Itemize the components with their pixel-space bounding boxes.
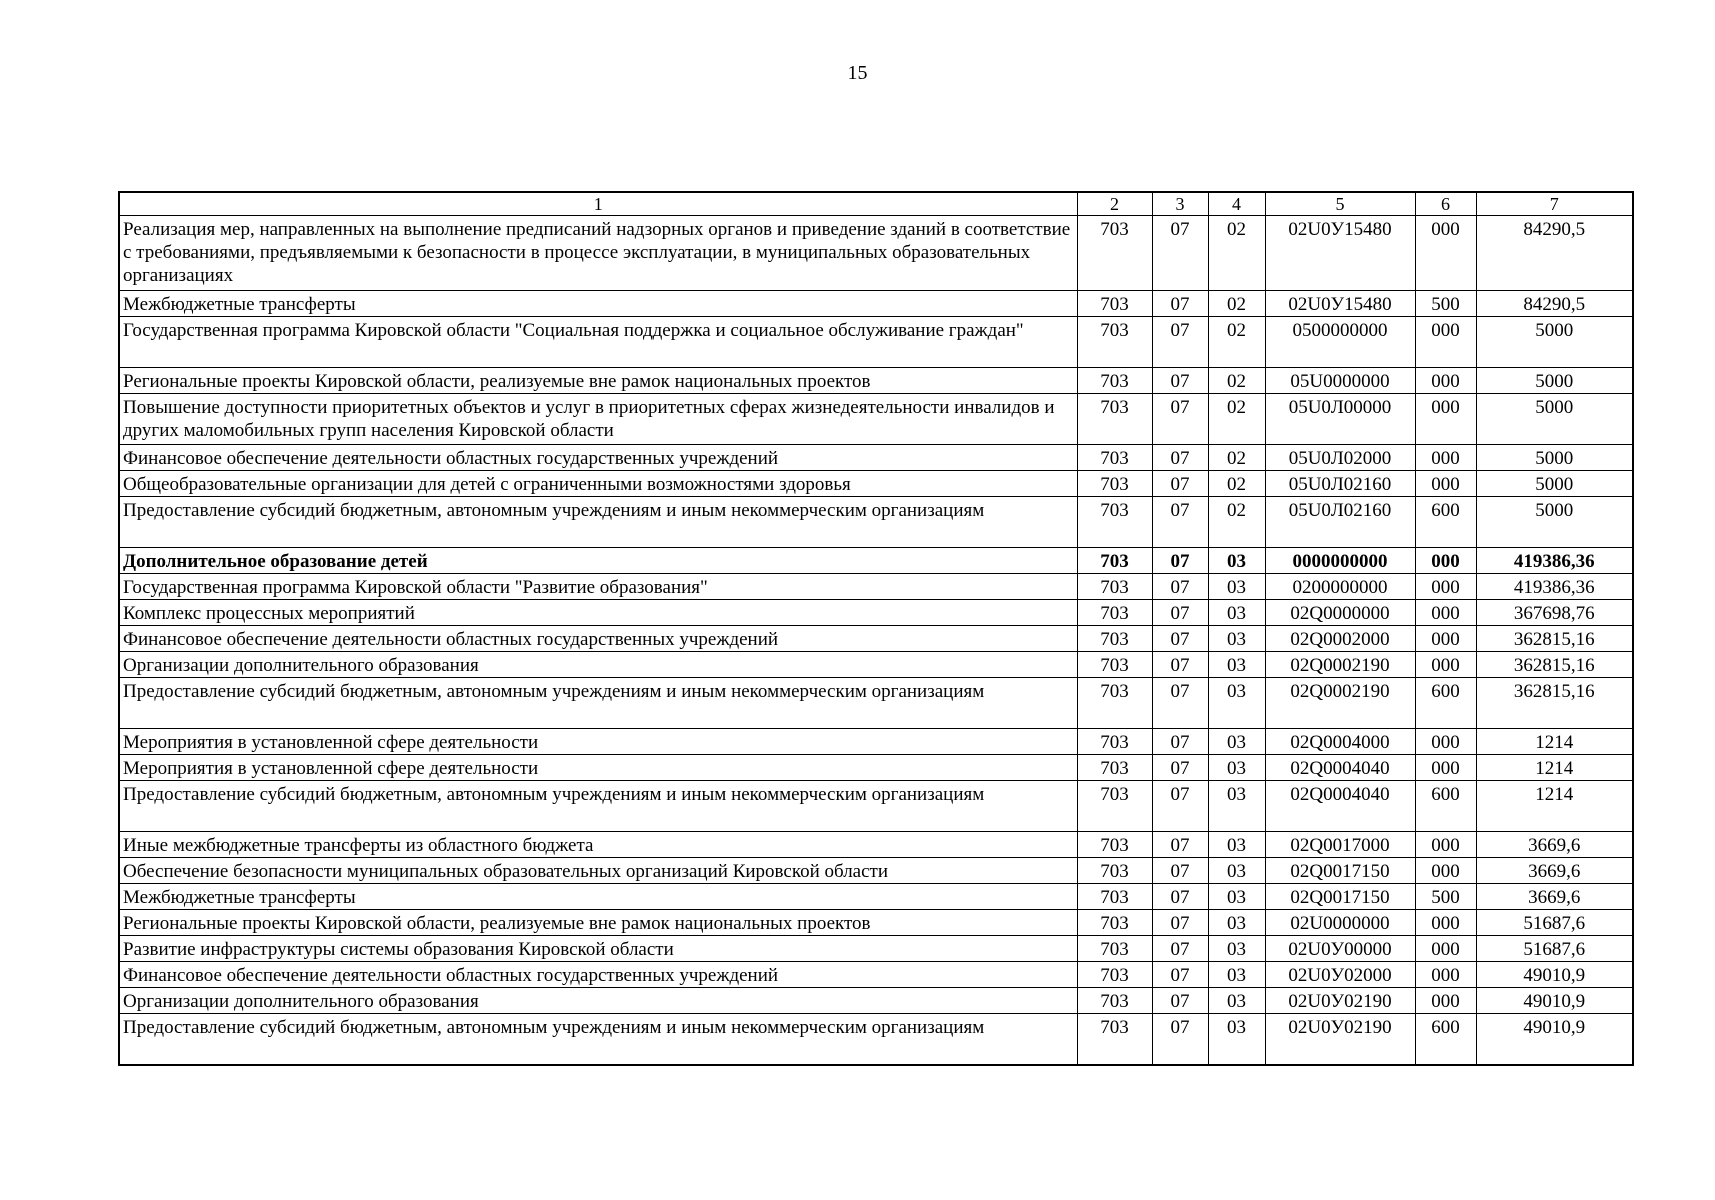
row-subsection-cell: 03 <box>1208 1014 1265 1066</box>
row-target-cell: 02U0У15480 <box>1265 216 1415 291</box>
row-subsection-cell: 03 <box>1208 910 1265 936</box>
row-section-cell: 07 <box>1152 910 1208 936</box>
row-amount-cell: 1214 <box>1476 755 1633 781</box>
table-row <box>119 317 1633 368</box>
row-amount-cell: 419386,36 <box>1476 574 1633 600</box>
table-row <box>119 884 1633 910</box>
row-subsection-cell: 03 <box>1208 884 1265 910</box>
row-name-cell: Межбюджетные трансферты <box>119 291 1077 317</box>
row-target-cell: 02U0У00000 <box>1265 936 1415 962</box>
column-header-4: 4 <box>1208 192 1265 216</box>
row-amount-cell: 419386,36 <box>1476 548 1633 574</box>
row-amount-cell: 3669,6 <box>1476 884 1633 910</box>
row-type-cell: 600 <box>1415 781 1476 832</box>
row-name-cell: Комплекс процессных мероприятий <box>119 600 1077 626</box>
row-subsection-cell: 02 <box>1208 291 1265 317</box>
row-code-cell: 703 <box>1077 858 1152 884</box>
row-type-cell: 000 <box>1415 368 1476 394</box>
row-code-cell: 703 <box>1077 600 1152 626</box>
row-amount-cell: 84290,5 <box>1476 291 1633 317</box>
row-subsection-cell: 03 <box>1208 858 1265 884</box>
row-code-cell: 703 <box>1077 652 1152 678</box>
row-code-cell: 703 <box>1077 497 1152 548</box>
row-subsection-cell: 02 <box>1208 216 1265 291</box>
row-subsection-cell: 03 <box>1208 936 1265 962</box>
row-target-cell: 05U0000000 <box>1265 368 1415 394</box>
row-code-cell: 703 <box>1077 548 1152 574</box>
row-amount-cell: 5000 <box>1476 497 1633 548</box>
row-target-cell: 02U0У15480 <box>1265 291 1415 317</box>
row-code-cell: 703 <box>1077 988 1152 1014</box>
row-amount-cell: 362815,16 <box>1476 626 1633 652</box>
row-section-cell: 07 <box>1152 600 1208 626</box>
row-subsection-cell: 03 <box>1208 626 1265 652</box>
row-amount-cell: 51687,6 <box>1476 910 1633 936</box>
row-subsection-cell: 03 <box>1208 832 1265 858</box>
row-type-cell: 600 <box>1415 497 1476 548</box>
table-row <box>119 574 1633 600</box>
row-type-cell: 500 <box>1415 291 1476 317</box>
row-type-cell: 500 <box>1415 884 1476 910</box>
row-section-cell: 07 <box>1152 445 1208 471</box>
row-code-cell: 703 <box>1077 884 1152 910</box>
row-code-cell: 703 <box>1077 832 1152 858</box>
row-amount-cell: 1214 <box>1476 781 1633 832</box>
row-type-cell: 000 <box>1415 317 1476 368</box>
row-target-cell: 0200000000 <box>1265 574 1415 600</box>
row-type-cell: 000 <box>1415 988 1476 1014</box>
row-amount-cell: 49010,9 <box>1476 962 1633 988</box>
table-row <box>119 216 1633 291</box>
table-row <box>119 729 1633 755</box>
row-name-cell: Финансовое обеспечение деятельности областных государственных учреждений <box>119 445 1077 471</box>
row-name-cell: Мероприятия в установленной сфере деятельности <box>119 755 1077 781</box>
row-target-cell: 05U0Л02000 <box>1265 445 1415 471</box>
row-type-cell: 000 <box>1415 548 1476 574</box>
row-section-cell: 07 <box>1152 988 1208 1014</box>
table-row <box>119 652 1633 678</box>
row-target-cell: 02Q0004040 <box>1265 781 1415 832</box>
row-subsection-cell: 03 <box>1208 755 1265 781</box>
row-subsection-cell: 03 <box>1208 574 1265 600</box>
row-type-cell: 000 <box>1415 858 1476 884</box>
row-name-cell: Государственная программа Кировской области "Социальная поддержка и социальное обслуживание граждан" <box>119 317 1077 368</box>
row-name-cell: Организации дополнительного образования <box>119 988 1077 1014</box>
row-section-cell: 07 <box>1152 781 1208 832</box>
row-target-cell: 02Q0017150 <box>1265 858 1415 884</box>
row-name-cell: Предоставление субсидий бюджетным, автономным учреждениям и иным некоммерческим организациям <box>119 678 1077 729</box>
row-target-cell: 02Q0017000 <box>1265 832 1415 858</box>
row-section-cell: 07 <box>1152 291 1208 317</box>
row-section-cell: 07 <box>1152 368 1208 394</box>
row-subsection-cell: 03 <box>1208 652 1265 678</box>
table-row <box>119 755 1633 781</box>
row-code-cell: 703 <box>1077 471 1152 497</box>
row-name-cell: Региональные проекты Кировской области, реализуемые вне рамок национальных проектов <box>119 910 1077 936</box>
row-section-cell: 07 <box>1152 626 1208 652</box>
row-section-cell: 07 <box>1152 755 1208 781</box>
row-section-cell: 07 <box>1152 858 1208 884</box>
row-code-cell: 703 <box>1077 781 1152 832</box>
row-section-cell: 07 <box>1152 652 1208 678</box>
row-type-cell: 000 <box>1415 471 1476 497</box>
row-code-cell: 703 <box>1077 910 1152 936</box>
row-amount-cell: 5000 <box>1476 445 1633 471</box>
row-amount-cell: 362815,16 <box>1476 678 1633 729</box>
row-name-cell: Иные межбюджетные трансферты из областного бюджета <box>119 832 1077 858</box>
row-subsection-cell: 03 <box>1208 548 1265 574</box>
row-subsection-cell: 02 <box>1208 497 1265 548</box>
table-row <box>119 368 1633 394</box>
row-code-cell: 703 <box>1077 394 1152 445</box>
row-type-cell: 000 <box>1415 962 1476 988</box>
row-target-cell: 05U0Л02160 <box>1265 497 1415 548</box>
row-name-cell: Дополнительное образование детей <box>119 548 1077 574</box>
row-section-cell: 07 <box>1152 884 1208 910</box>
row-code-cell: 703 <box>1077 729 1152 755</box>
table-row-section-heading <box>119 548 1633 574</box>
row-code-cell: 703 <box>1077 962 1152 988</box>
row-target-cell: 02Q0000000 <box>1265 600 1415 626</box>
row-type-cell: 000 <box>1415 626 1476 652</box>
row-type-cell: 000 <box>1415 600 1476 626</box>
row-amount-cell: 1214 <box>1476 729 1633 755</box>
table-row <box>119 445 1633 471</box>
row-target-cell: 0500000000 <box>1265 317 1415 368</box>
row-code-cell: 703 <box>1077 445 1152 471</box>
row-type-cell: 000 <box>1415 755 1476 781</box>
table-row <box>119 497 1633 548</box>
row-name-cell: Общеобразовательные организации для детей с ограниченными возможностями здоровья <box>119 471 1077 497</box>
row-subsection-cell: 03 <box>1208 678 1265 729</box>
row-subsection-cell: 02 <box>1208 445 1265 471</box>
row-type-cell: 000 <box>1415 936 1476 962</box>
row-type-cell: 000 <box>1415 652 1476 678</box>
row-section-cell: 07 <box>1152 497 1208 548</box>
row-section-cell: 07 <box>1152 678 1208 729</box>
row-type-cell: 000 <box>1415 394 1476 445</box>
row-amount-cell: 5000 <box>1476 317 1633 368</box>
row-amount-cell: 3669,6 <box>1476 858 1633 884</box>
row-code-cell: 703 <box>1077 678 1152 729</box>
row-amount-cell: 5000 <box>1476 394 1633 445</box>
row-code-cell: 703 <box>1077 936 1152 962</box>
table-row <box>119 471 1633 497</box>
row-name-cell: Обеспечение безопасности муниципальных образовательных организаций Кировской области <box>119 858 1077 884</box>
column-header-5: 5 <box>1265 192 1415 216</box>
row-subsection-cell: 03 <box>1208 729 1265 755</box>
row-subsection-cell: 03 <box>1208 988 1265 1014</box>
row-subsection-cell: 03 <box>1208 781 1265 832</box>
row-section-cell: 07 <box>1152 548 1208 574</box>
row-name-cell: Финансовое обеспечение деятельности областных государственных учреждений <box>119 626 1077 652</box>
row-code-cell: 703 <box>1077 1014 1152 1066</box>
table-row <box>119 394 1633 445</box>
row-type-cell: 000 <box>1415 832 1476 858</box>
row-name-cell: Региональные проекты Кировской области, реализуемые вне рамок национальных проектов <box>119 368 1077 394</box>
row-amount-cell: 362815,16 <box>1476 652 1633 678</box>
row-section-cell: 07 <box>1152 962 1208 988</box>
row-code-cell: 703 <box>1077 755 1152 781</box>
row-section-cell: 07 <box>1152 216 1208 291</box>
row-name-cell: Развитие инфраструктуры системы образования Кировской области <box>119 936 1077 962</box>
column-header-6: 6 <box>1415 192 1476 216</box>
row-code-cell: 703 <box>1077 574 1152 600</box>
row-target-cell: 02Q0004000 <box>1265 729 1415 755</box>
row-subsection-cell: 02 <box>1208 394 1265 445</box>
table-row <box>119 600 1633 626</box>
row-target-cell: 02U0У02190 <box>1265 988 1415 1014</box>
table-row <box>119 858 1633 884</box>
row-target-cell: 02U0У02190 <box>1265 1014 1415 1066</box>
table-row <box>119 832 1633 858</box>
row-target-cell: 02Q0002000 <box>1265 626 1415 652</box>
row-type-cell: 600 <box>1415 678 1476 729</box>
row-section-cell: 07 <box>1152 574 1208 600</box>
row-section-cell: 07 <box>1152 394 1208 445</box>
row-section-cell: 07 <box>1152 729 1208 755</box>
row-section-cell: 07 <box>1152 471 1208 497</box>
row-target-cell: 02U0У02000 <box>1265 962 1415 988</box>
row-subsection-cell: 02 <box>1208 471 1265 497</box>
row-type-cell: 000 <box>1415 574 1476 600</box>
table-row <box>119 291 1633 317</box>
row-name-cell: Мероприятия в установленной сфере деятельности <box>119 729 1077 755</box>
row-name-cell: Повышение доступности приоритетных объектов и услуг в приоритетных сферах жизнедеятельности инвалидов и других маломобильных групп населения Кировской области <box>119 394 1077 445</box>
row-amount-cell: 84290,5 <box>1476 216 1633 291</box>
row-type-cell: 000 <box>1415 910 1476 936</box>
row-section-cell: 07 <box>1152 1014 1208 1066</box>
table-row <box>119 910 1633 936</box>
row-code-cell: 703 <box>1077 291 1152 317</box>
column-header-3: 3 <box>1152 192 1208 216</box>
column-header-2: 2 <box>1077 192 1152 216</box>
row-type-cell: 600 <box>1415 1014 1476 1066</box>
row-amount-cell: 49010,9 <box>1476 1014 1633 1066</box>
row-subsection-cell: 02 <box>1208 317 1265 368</box>
row-amount-cell: 51687,6 <box>1476 936 1633 962</box>
row-section-cell: 07 <box>1152 832 1208 858</box>
table-row <box>119 1014 1633 1066</box>
row-type-cell: 000 <box>1415 216 1476 291</box>
row-amount-cell: 5000 <box>1476 471 1633 497</box>
row-subsection-cell: 03 <box>1208 962 1265 988</box>
page-number: 15 <box>847 62 868 84</box>
row-name-cell: Государственная программа Кировской области "Развитие образования" <box>119 574 1077 600</box>
row-name-cell: Предоставление субсидий бюджетным, автономным учреждениям и иным некоммерческим организациям <box>119 781 1077 832</box>
row-section-cell: 07 <box>1152 317 1208 368</box>
table-header-row <box>119 192 1633 216</box>
row-target-cell: 02Q0004040 <box>1265 755 1415 781</box>
row-code-cell: 703 <box>1077 368 1152 394</box>
budget-table <box>118 191 1634 1066</box>
row-amount-cell: 3669,6 <box>1476 832 1633 858</box>
row-code-cell: 703 <box>1077 626 1152 652</box>
row-name-cell: Организации дополнительного образования <box>119 652 1077 678</box>
table-row <box>119 626 1633 652</box>
row-subsection-cell: 03 <box>1208 600 1265 626</box>
table-row <box>119 678 1633 729</box>
row-name-cell: Реализация мер, направленных на выполнение предписаний надзорных органов и приведение зданий в соответствие с требованиями, предъявляемыми к безопасности в процессе эксплуатации, в муниципальных образовательных организациях <box>119 216 1077 291</box>
table-row <box>119 988 1633 1014</box>
row-target-cell: 02Q0002190 <box>1265 652 1415 678</box>
table-row <box>119 962 1633 988</box>
row-target-cell: 02U0000000 <box>1265 910 1415 936</box>
row-amount-cell: 5000 <box>1476 368 1633 394</box>
row-target-cell: 05U0Л02160 <box>1265 471 1415 497</box>
row-name-cell: Предоставление субсидий бюджетным, автономным учреждениям и иным некоммерческим организациям <box>119 1014 1077 1066</box>
column-header-7: 7 <box>1476 192 1633 216</box>
row-type-cell: 000 <box>1415 445 1476 471</box>
row-amount-cell: 49010,9 <box>1476 988 1633 1014</box>
row-name-cell: Финансовое обеспечение деятельности областных государственных учреждений <box>119 962 1077 988</box>
row-target-cell: 05U0Л00000 <box>1265 394 1415 445</box>
row-code-cell: 703 <box>1077 317 1152 368</box>
row-section-cell: 07 <box>1152 936 1208 962</box>
table-row <box>119 781 1633 832</box>
row-target-cell: 0000000000 <box>1265 548 1415 574</box>
row-subsection-cell: 02 <box>1208 368 1265 394</box>
row-name-cell: Межбюджетные трансферты <box>119 884 1077 910</box>
row-code-cell: 703 <box>1077 216 1152 291</box>
row-type-cell: 000 <box>1415 729 1476 755</box>
row-amount-cell: 367698,76 <box>1476 600 1633 626</box>
table-row <box>119 936 1633 962</box>
row-target-cell: 02Q0017150 <box>1265 884 1415 910</box>
column-header-1: 1 <box>119 192 1077 216</box>
row-name-cell: Предоставление субсидий бюджетным, автономным учреждениям и иным некоммерческим организациям <box>119 497 1077 548</box>
row-target-cell: 02Q0002190 <box>1265 678 1415 729</box>
